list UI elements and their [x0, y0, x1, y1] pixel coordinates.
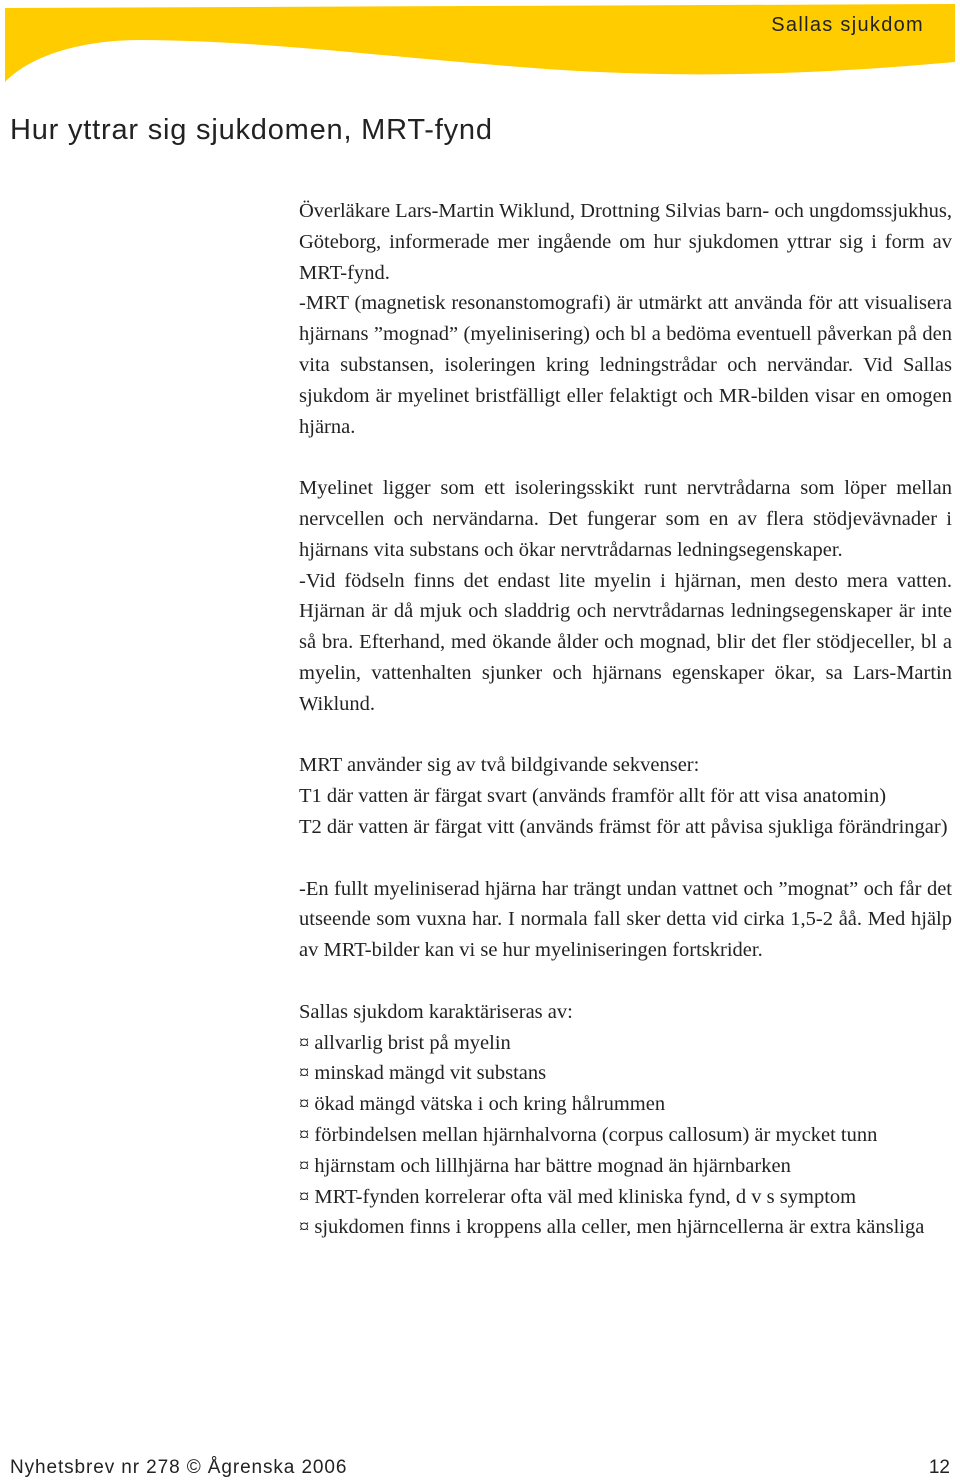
list-item: ¤ allvarlig brist på myelin	[299, 1031, 511, 1054]
paragraph-t2: T2 där vatten är färgat vitt (används främst för att påvisa sjukliga förändringar)	[299, 815, 948, 838]
page-title: Hur yttrar sig sjukdomen, MRT-fynd	[10, 114, 493, 146]
paragraph-sequences: MRT använder sig av två bildgivande sekvenser:	[299, 754, 700, 777]
list-item: ¤ hjärnstam och lillhjärna har bättre mognad än hjärnbarken	[299, 1154, 791, 1177]
footer-publication: Nyhetsbrev nr 278 © Ågrenska 2006	[10, 1457, 348, 1478]
paragraph-birth: -Vid födseln finns det endast lite myelin i hjärnan, men desto mera vatten. Hjärnan är då mjuk och sladdrig och nervtrådarnas ledningsegenskaper är inte så bra. Efterhand, med ökande ålder och mognad, blir det fler stödjeceller, bl a myelin, vattenhalten sjunker och hjärnans egenskaper ökar, sa Lars-Martin Wiklund.	[299, 569, 952, 715]
article-body	[299, 196, 952, 1243]
paragraph-myelin: Myelinet ligger som ett isoleringsskikt runt nervtrådarna som löper mellan nervcellen och nervändarna. Det fungerar som en av flera stödjevävnader i hjärnans vita substans och ökar nervtrådarnas ledningsegenskaper.	[299, 477, 952, 561]
paragraph-intro: Överläkare Lars-Martin Wiklund, Drottning Silvias barn- och ungdomssjukhus, Göteborg, informerade mer ingående om hur sjukdomen yttrar sig i form av MRT-fynd.	[299, 200, 952, 284]
list-item: ¤ MRT-fynden korrelerar ofta väl med kliniska fynd, d v s symptom	[299, 1185, 857, 1208]
page-number: 12	[928, 1457, 950, 1478]
running-head: Sallas sjukdom	[771, 14, 924, 36]
paragraph-myelinated: -En fullt myeliniserad hjärna har trängt undan vattnet och ”mognat” och får det utseende som vuxna har. I normala fall sker detta vid cirka 1,5-2 åå. Med hjälp av MRT-bilder kan vi se hur myeliniseringen fortskrider.	[299, 877, 952, 962]
list-item: ¤ ökad mängd vätska i och kring hålrummen	[299, 1093, 666, 1116]
list-item: ¤ minskad mängd vit substans	[299, 1062, 547, 1085]
list-item: ¤ sjukdomen finns i kroppens alla celler, men hjärncellerna är extra känsliga	[299, 1216, 925, 1239]
paragraph-t1: T1 där vatten är färgat svart (används framför allt för att visa anatomin)	[299, 785, 887, 808]
list-item: ¤ förbindelsen mellan hjärnhalvorna (corpus callosum) är mycket tunn	[299, 1123, 878, 1146]
paragraph-characteristics-intro: Sallas sjukdom karaktäriseras av:	[299, 1000, 573, 1023]
paragraph-mrt: -MRT (magnetisk resonanstomografi) är utmärkt att använda för att visualisera hjärnans ”mognad” (myelinisering) och bl a bedöma eventuell påverkan på den vita substansen, isoleringen kring ledningstrådar och nervändar. Vid Sallas sjukdom är myelinet bristfälligt eller felaktigt och MR-bilden visar en omogen hjärna.	[299, 292, 952, 438]
characteristics-list	[299, 1028, 952, 1244]
